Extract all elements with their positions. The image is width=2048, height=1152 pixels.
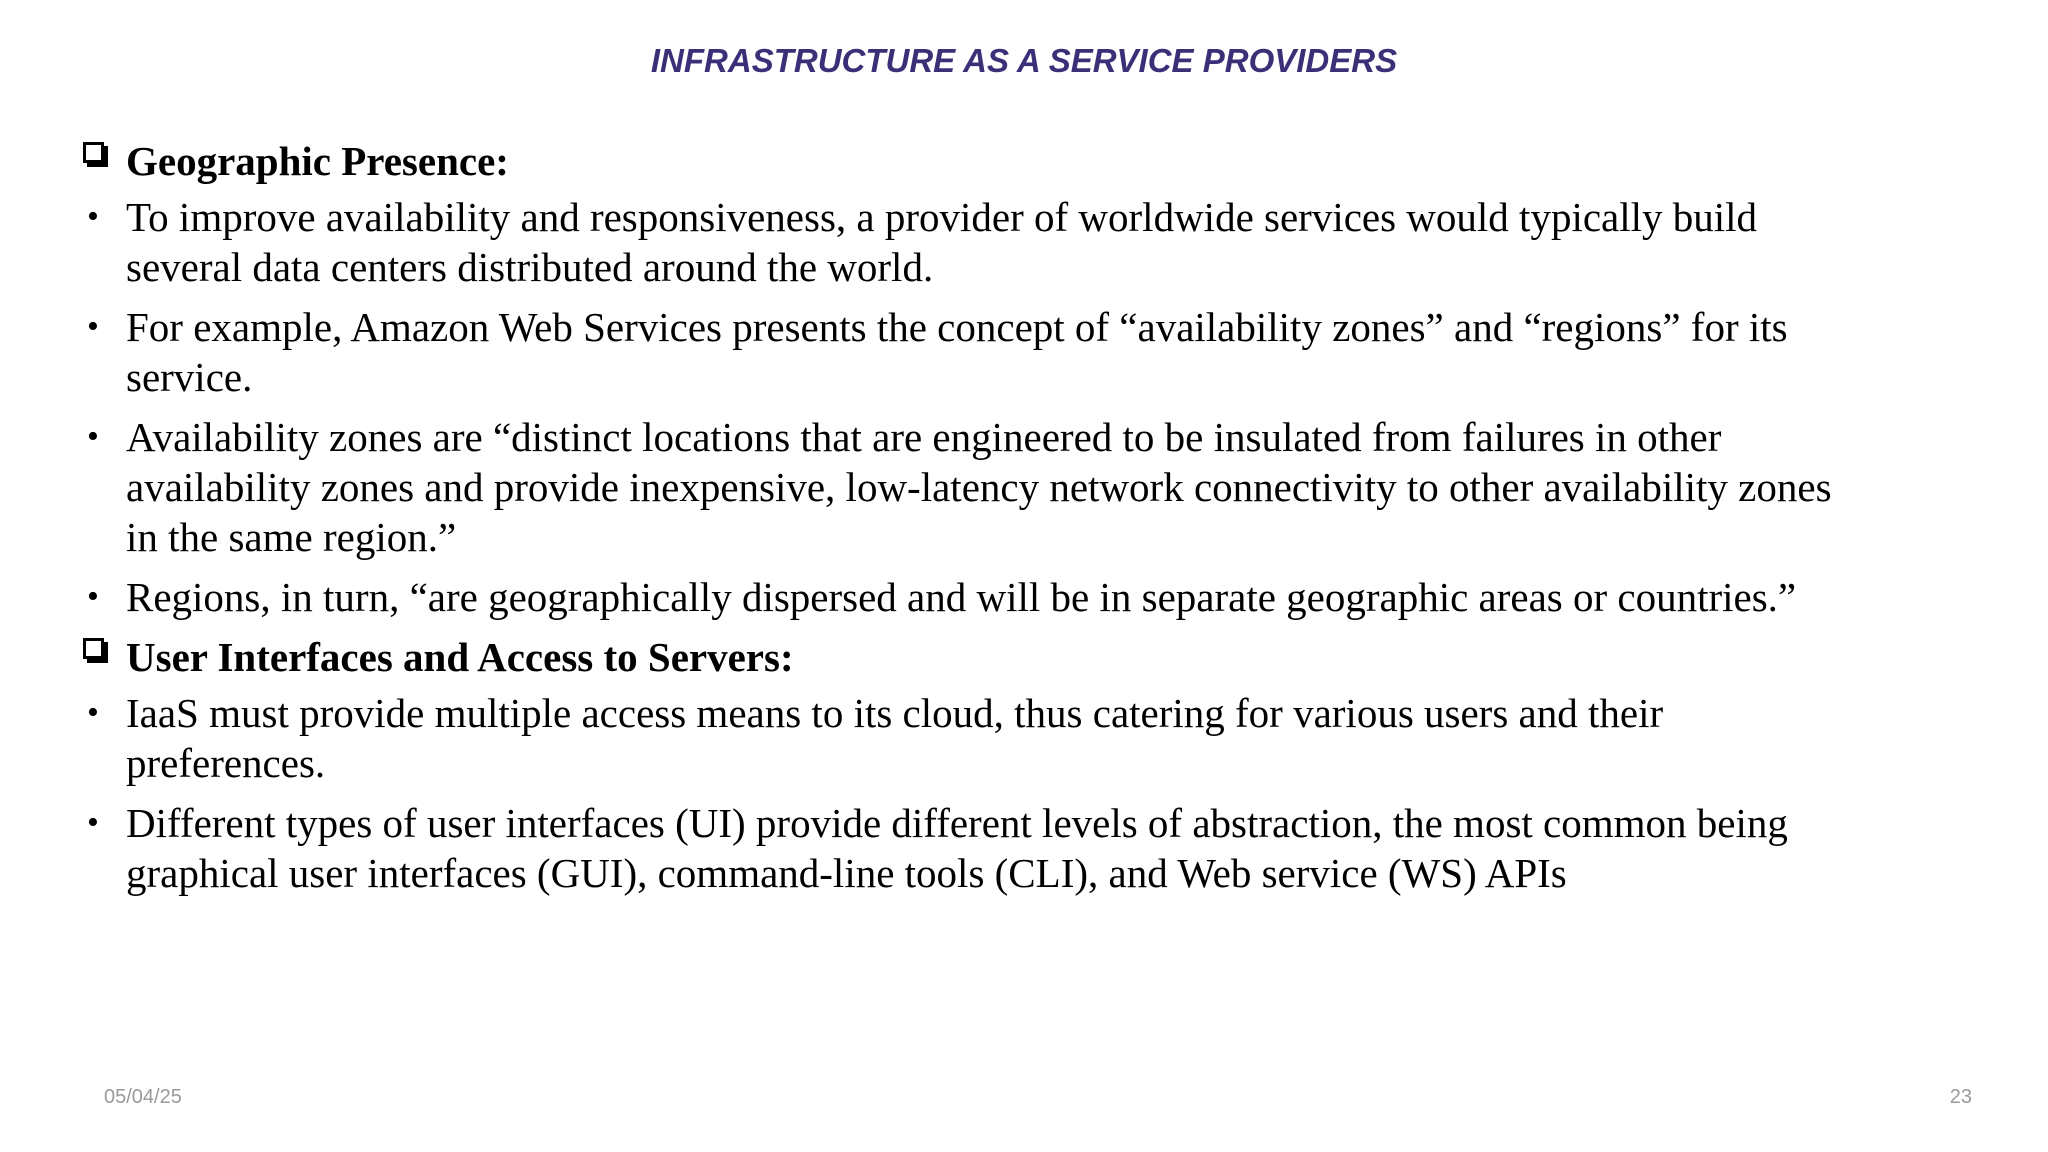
bullet-text: For example, Amazon Web Services presents the concept of “availability zones” and “regions” for its service. [126, 304, 1788, 400]
bullet-item [78, 572, 1838, 622]
slide-title: INFRASTRUCTURE AS A SERVICE PROVIDERS [650, 42, 1398, 79]
checkbox-bullet-icon [83, 142, 104, 163]
page-number: 23 [1949, 1086, 1972, 1108]
section-heading [78, 632, 1838, 682]
bullet-dot-icon: • [87, 198, 99, 235]
bullet-item [78, 192, 1838, 292]
bullet-text: IaaS must provide multiple access means to its cloud, thus catering for various users and their preferences. [126, 690, 1664, 786]
bullet-text: Availability zones are “distinct locations that are engineered to be insulated from failures in other availability zones and provide inexpensive, low-latency network connectivity to other availability zones in the same region.” [126, 414, 1832, 560]
bullet-text: Regions, in turn, “are geographically dispersed and will be in separate geographic areas or countries.” [126, 574, 1797, 620]
bullet-text: Different types of user interfaces (UI) provide different levels of abstraction, the most common being graphical user interfaces (GUI), command-line tools (CLI), and Web service (WS) APIs [126, 800, 1788, 896]
bullet-dot-icon: • [87, 694, 99, 731]
section-heading [78, 136, 1838, 186]
bullet-item [78, 688, 1838, 788]
bullet-dot-icon: • [87, 308, 99, 345]
bullet-text: To improve availability and responsiveness, a provider of worldwide services would typically build several data centers distributed around the world. [126, 194, 1758, 290]
slide-content [78, 136, 1838, 908]
bullet-item [78, 412, 1838, 562]
footer-date: 05/04/25 [104, 1086, 182, 1108]
bullet-item [78, 798, 1838, 898]
section-heading-text: User Interfaces and Access to Servers: [126, 634, 794, 680]
checkbox-bullet-icon [83, 638, 104, 659]
section-heading-text: Geographic Presence: [126, 138, 509, 184]
bullet-dot-icon: • [87, 804, 99, 841]
bullet-item [78, 302, 1838, 402]
bullet-dot-icon: • [87, 418, 99, 455]
bullet-dot-icon: • [87, 578, 99, 615]
